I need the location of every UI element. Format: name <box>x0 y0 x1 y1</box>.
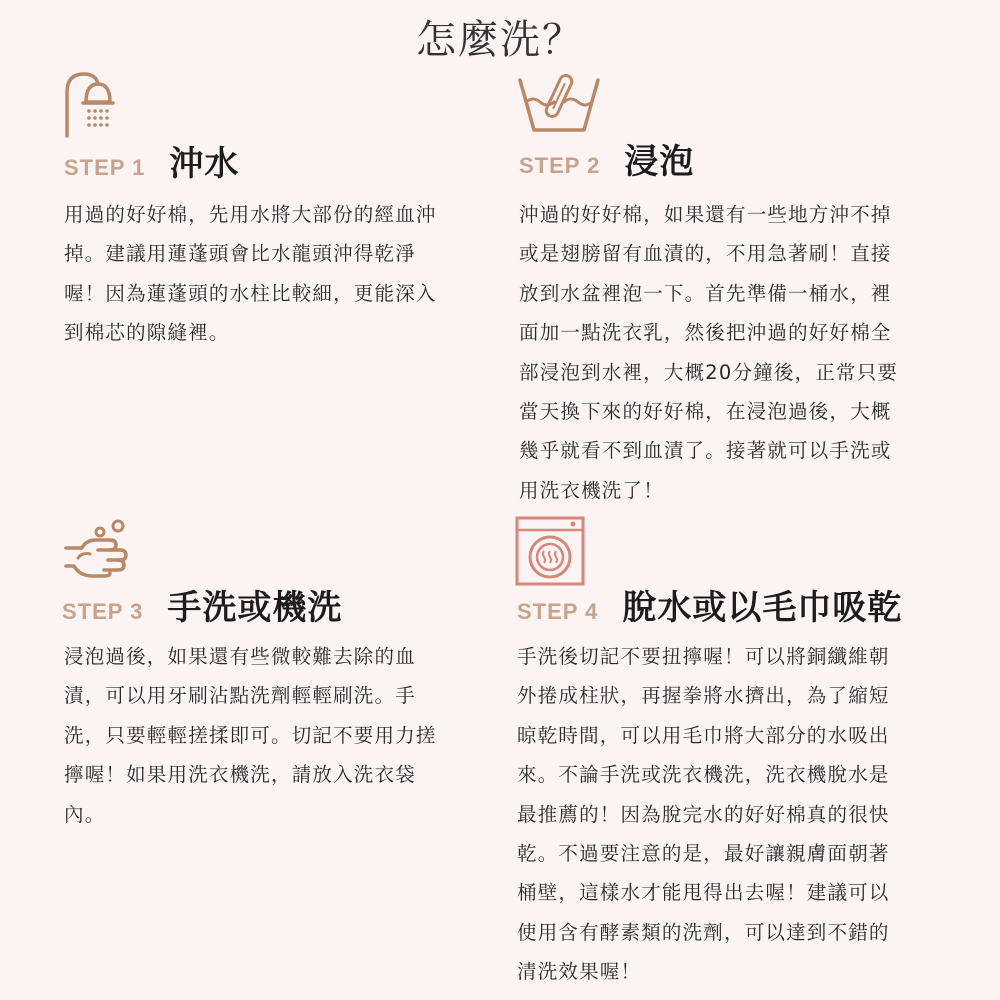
text-line: 用過的好好棉，先用水將大部份的經血沖 <box>64 203 437 226</box>
text-line: 放到水盆裡泡一下。首先準備一桶水，裡 <box>519 281 892 305</box>
page-title: 怎麼洗？ <box>416 17 584 63</box>
text-line: 手洗後切記不要扭擰喔！可以將銅纖維朝 <box>517 645 890 668</box>
step-3-label: STEP 3 <box>62 599 144 624</box>
step-4-header <box>517 580 902 629</box>
hand-washing-icon <box>60 518 132 582</box>
step-3-title: 手洗或機洗 <box>167 588 343 628</box>
text-line: 使用含有酵素類的洗劑，可以達到不錯的 <box>517 920 890 944</box>
step-2-title: 浸泡 <box>624 142 695 182</box>
text-line: 晾乾時間，可以用毛巾將大部分的水吸出 <box>517 723 890 747</box>
text-line: 來。不論手洗或洗衣機洗，洗衣機脫水是 <box>517 763 890 787</box>
soaking-basin-icon <box>516 70 602 134</box>
step-2-description <box>519 195 898 510</box>
text-line: 面加一點洗衣乳，然後把沖過的好好棉全 <box>519 321 892 345</box>
step-4-description <box>517 637 890 992</box>
text-line: 浸泡過後，如果還有些微較難去除的血 <box>64 645 416 668</box>
text-line: 擰喔！如果用洗衣機洗，請放入洗衣袋 <box>64 763 416 787</box>
text-line: 幾乎就看不到血漬了。接著就可以手洗或 <box>519 439 892 463</box>
step-4-title: 脫水或以毛巾吸乾 <box>622 588 903 628</box>
text-line: 清洗效果喔！ <box>517 960 642 984</box>
step-3-header <box>62 580 342 629</box>
step-2-header <box>519 134 694 183</box>
text-line: 內。 <box>64 802 106 826</box>
step-2-label: STEP 2 <box>519 153 601 178</box>
text-line: 最推薦的！因為脫完水的好好棉真的很快 <box>517 802 890 826</box>
text-line: 桶壁，這樣水才能甩得出去喔！建議可以 <box>517 881 890 905</box>
text-line: 外捲成柱狀，再握拳將水擠出，為了縮短 <box>517 684 890 708</box>
text-line: 到棉芯的隙縫裡。 <box>64 321 230 345</box>
washing-machine-icon <box>515 516 585 586</box>
step-1-header <box>64 136 239 185</box>
text-line: 乾。不過要注意的是，最好讓親膚面朝著 <box>517 842 890 866</box>
text-line: 洗，只要輕輕搓揉即可。切記不要用力搓 <box>64 723 437 747</box>
text-line: 用洗衣機洗了！ <box>519 478 664 502</box>
text-line: 部浸泡到水裡，大概20分鐘後，正常只要 <box>519 360 899 384</box>
step-1-description <box>64 195 437 353</box>
text-line: 漬，可以用牙刷沾點洗劑輕輕刷洗。手 <box>64 684 416 708</box>
shower-head-icon <box>62 70 118 138</box>
text-line: 喔！因為蓮蓬頭的水柱比較細，更能深入 <box>64 281 437 305</box>
step-1-label: STEP 1 <box>64 155 146 180</box>
text-line: 掉。建議用蓮蓬頭會比水龍頭沖得乾淨 <box>64 242 416 266</box>
text-line: 沖過的好好棉，如果還有一些地方沖不掉 <box>519 203 892 226</box>
text-line: 當天換下來的好好棉，在浸泡過後，大概 <box>519 400 892 424</box>
step-3-description <box>64 637 437 834</box>
text-line: 或是翅膀留有血漬的，不用急著刷！直接 <box>519 242 892 266</box>
step-1-title: 沖水 <box>169 144 240 184</box>
step-4-label: STEP 4 <box>517 599 599 624</box>
